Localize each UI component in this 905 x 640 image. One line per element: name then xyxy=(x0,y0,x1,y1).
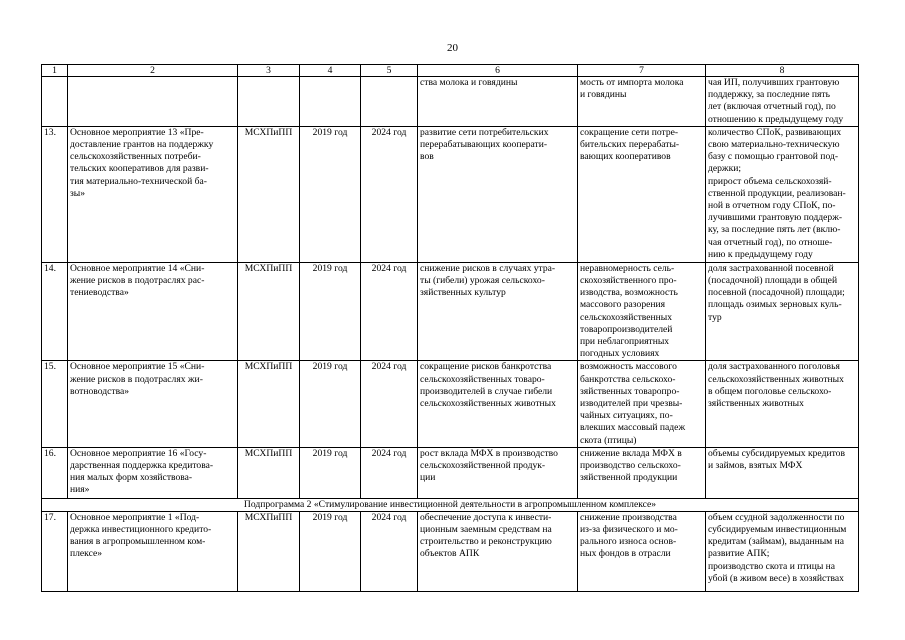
cell-consequences: снижение производства из-за физического и мо- рального износа основ- ных фондов в отрасли xyxy=(578,511,706,591)
cell-result: развитие сети потребительских перерабатывающих кооперати- вов xyxy=(418,126,578,262)
table-row xyxy=(42,126,859,262)
cell-end: 2024 год xyxy=(361,447,418,498)
measures-table xyxy=(41,64,859,592)
cell-consequences: неравномерность сель- скохозяйственного про- изводства, возможность массового разорения сельскохозяйственных товаропроизводителей при неблагоприятных погодных условиях xyxy=(578,262,706,361)
cell-name: Основное мероприятие 16 «Госу- дарственная поддержка кредитова- ния малых форм хозяйствова- ния» xyxy=(68,447,238,498)
cell-executor: МСХПиПП xyxy=(238,361,300,447)
cell-num: 15. xyxy=(42,361,68,447)
cell-end xyxy=(361,77,418,127)
cell-name: Основное мероприятие 1 «Под- держка инвестиционного кредито- вания в агропромышленном ком- плексе» xyxy=(68,511,238,591)
cell-executor: МСХПиПП xyxy=(238,262,300,361)
cell-name: Основное мероприятие 13 «Пре- доставление грантов на поддержку сельскохозяйственных потреби- тельских кооперативов для разви- тия материально-технической ба- зы» xyxy=(68,126,238,262)
table-row xyxy=(42,262,859,361)
table-row xyxy=(42,361,859,447)
cell-result: рост вклада МФХ в производство сельскохозяйственной продук- ции xyxy=(418,447,578,498)
column-number: 7 xyxy=(578,65,706,77)
cell-indicators: доля застрахованной посевной (посадочной) площади в общей посевной (посадочной) площади; площадь озимых зерновых куль- тур xyxy=(706,262,859,361)
cell-consequences: возможность массового банкротства сельскохо- зяйственных товаропро- изводителей при чрезвы- чайных ситуациях, по- влекших массовый падеж скота (птицы) xyxy=(578,361,706,447)
cell-consequences: сокращение сети потре- бительских перерабаты- вающих кооперативов xyxy=(578,126,706,262)
cell-indicators: чая ИП, получивших грантовую поддержку, за последние пять лет (включая отчетный год), по отношению к предыдущему году xyxy=(706,77,859,127)
cell-num: 16. xyxy=(42,447,68,498)
column-number: 6 xyxy=(418,65,578,77)
cell-name: Основное мероприятие 15 «Сни- жение рисков в подотраслях жи- вотноводства» xyxy=(68,361,238,447)
cell-num xyxy=(42,77,68,127)
cell-start: 2019 год xyxy=(300,126,361,262)
cell-num: 14. xyxy=(42,262,68,361)
cell-name: Основное мероприятие 14 «Сни- жение рисков в подотраслях рас- тениеводства» xyxy=(68,262,238,361)
cell-result: ства молока и говядины xyxy=(418,77,578,127)
page-number: 20 xyxy=(447,42,458,54)
cell-executor: МСХПиПП xyxy=(238,511,300,591)
cell-end: 2024 год xyxy=(361,126,418,262)
cell-end: 2024 год xyxy=(361,511,418,591)
cell-consequences: снижение вклада МФХ в производство сельскохо- зяйственной продукции xyxy=(578,447,706,498)
cell-num: 17. xyxy=(42,511,68,591)
cell-executor xyxy=(238,77,300,127)
column-number: 2 xyxy=(68,65,238,77)
section-row xyxy=(42,498,859,511)
column-number: 8 xyxy=(706,65,859,77)
cell-result: обеспечение доступа к инвести- ционным заемным средствам на строительство и реконструкцию объектов АПК xyxy=(418,511,578,591)
cell-start: 2019 год xyxy=(300,511,361,591)
cell-start: 2019 год xyxy=(300,447,361,498)
cell-start: 2019 год xyxy=(300,361,361,447)
column-number: 5 xyxy=(361,65,418,77)
cell-end: 2024 год xyxy=(361,361,418,447)
cell-indicators: объем ссудной задолженности по субсидируемым инвестиционным кредитам (займам), выданным на развитие АПК; производство скота и птицы на убой (в живом весе) в хозяйствах xyxy=(706,511,859,591)
column-number: 1 xyxy=(42,65,68,77)
cell-consequences: мость от импорта молока и говядины xyxy=(578,77,706,127)
cell-num: 13. xyxy=(42,126,68,262)
cell-end: 2024 год xyxy=(361,262,418,361)
table-row xyxy=(42,447,859,498)
cell-executor: МСХПиПП xyxy=(238,447,300,498)
cell-indicators: объемы субсидируемых кредитов и займов, взятых МФХ xyxy=(706,447,859,498)
column-number: 3 xyxy=(238,65,300,77)
cell-result: сокращение рисков банкротства сельскохозяйственных товаро- производителей в случае гибели сельскохозяйственных животных xyxy=(418,361,578,447)
cell-name xyxy=(68,77,238,127)
cell-start: 2019 год xyxy=(300,262,361,361)
cell-indicators: доля застрахованного поголовья сельскохозяйственных животных в общем поголовье сельскохо- зяйственных животных xyxy=(706,361,859,447)
table-row-continuation xyxy=(42,77,859,127)
column-number: 4 xyxy=(300,65,361,77)
section-title: Подпрограмма 2 «Стимулирование инвестиционной деятельности в агропромышленном комплексе» xyxy=(42,498,859,511)
cell-start xyxy=(300,77,361,127)
cell-indicators: количество СПоК, развивающих свою материально-техническую базу с помощью грантовой под- держки; прирост объема сельскохозяй- ственной продукции, реализован- ной в отчетном году СПоК, по- лучившими грантовую поддерж- ку, за последние пять лет (вклю- чая отчетный год), по отноше- нию к предыдущему году xyxy=(706,126,859,262)
table-row xyxy=(42,511,859,591)
cell-result: снижение рисков в случаях утра- ты (гибели) урожая сельскохо- зяйственных культур xyxy=(418,262,578,361)
column-number-row xyxy=(42,65,859,77)
cell-executor: МСХПиПП xyxy=(238,126,300,262)
